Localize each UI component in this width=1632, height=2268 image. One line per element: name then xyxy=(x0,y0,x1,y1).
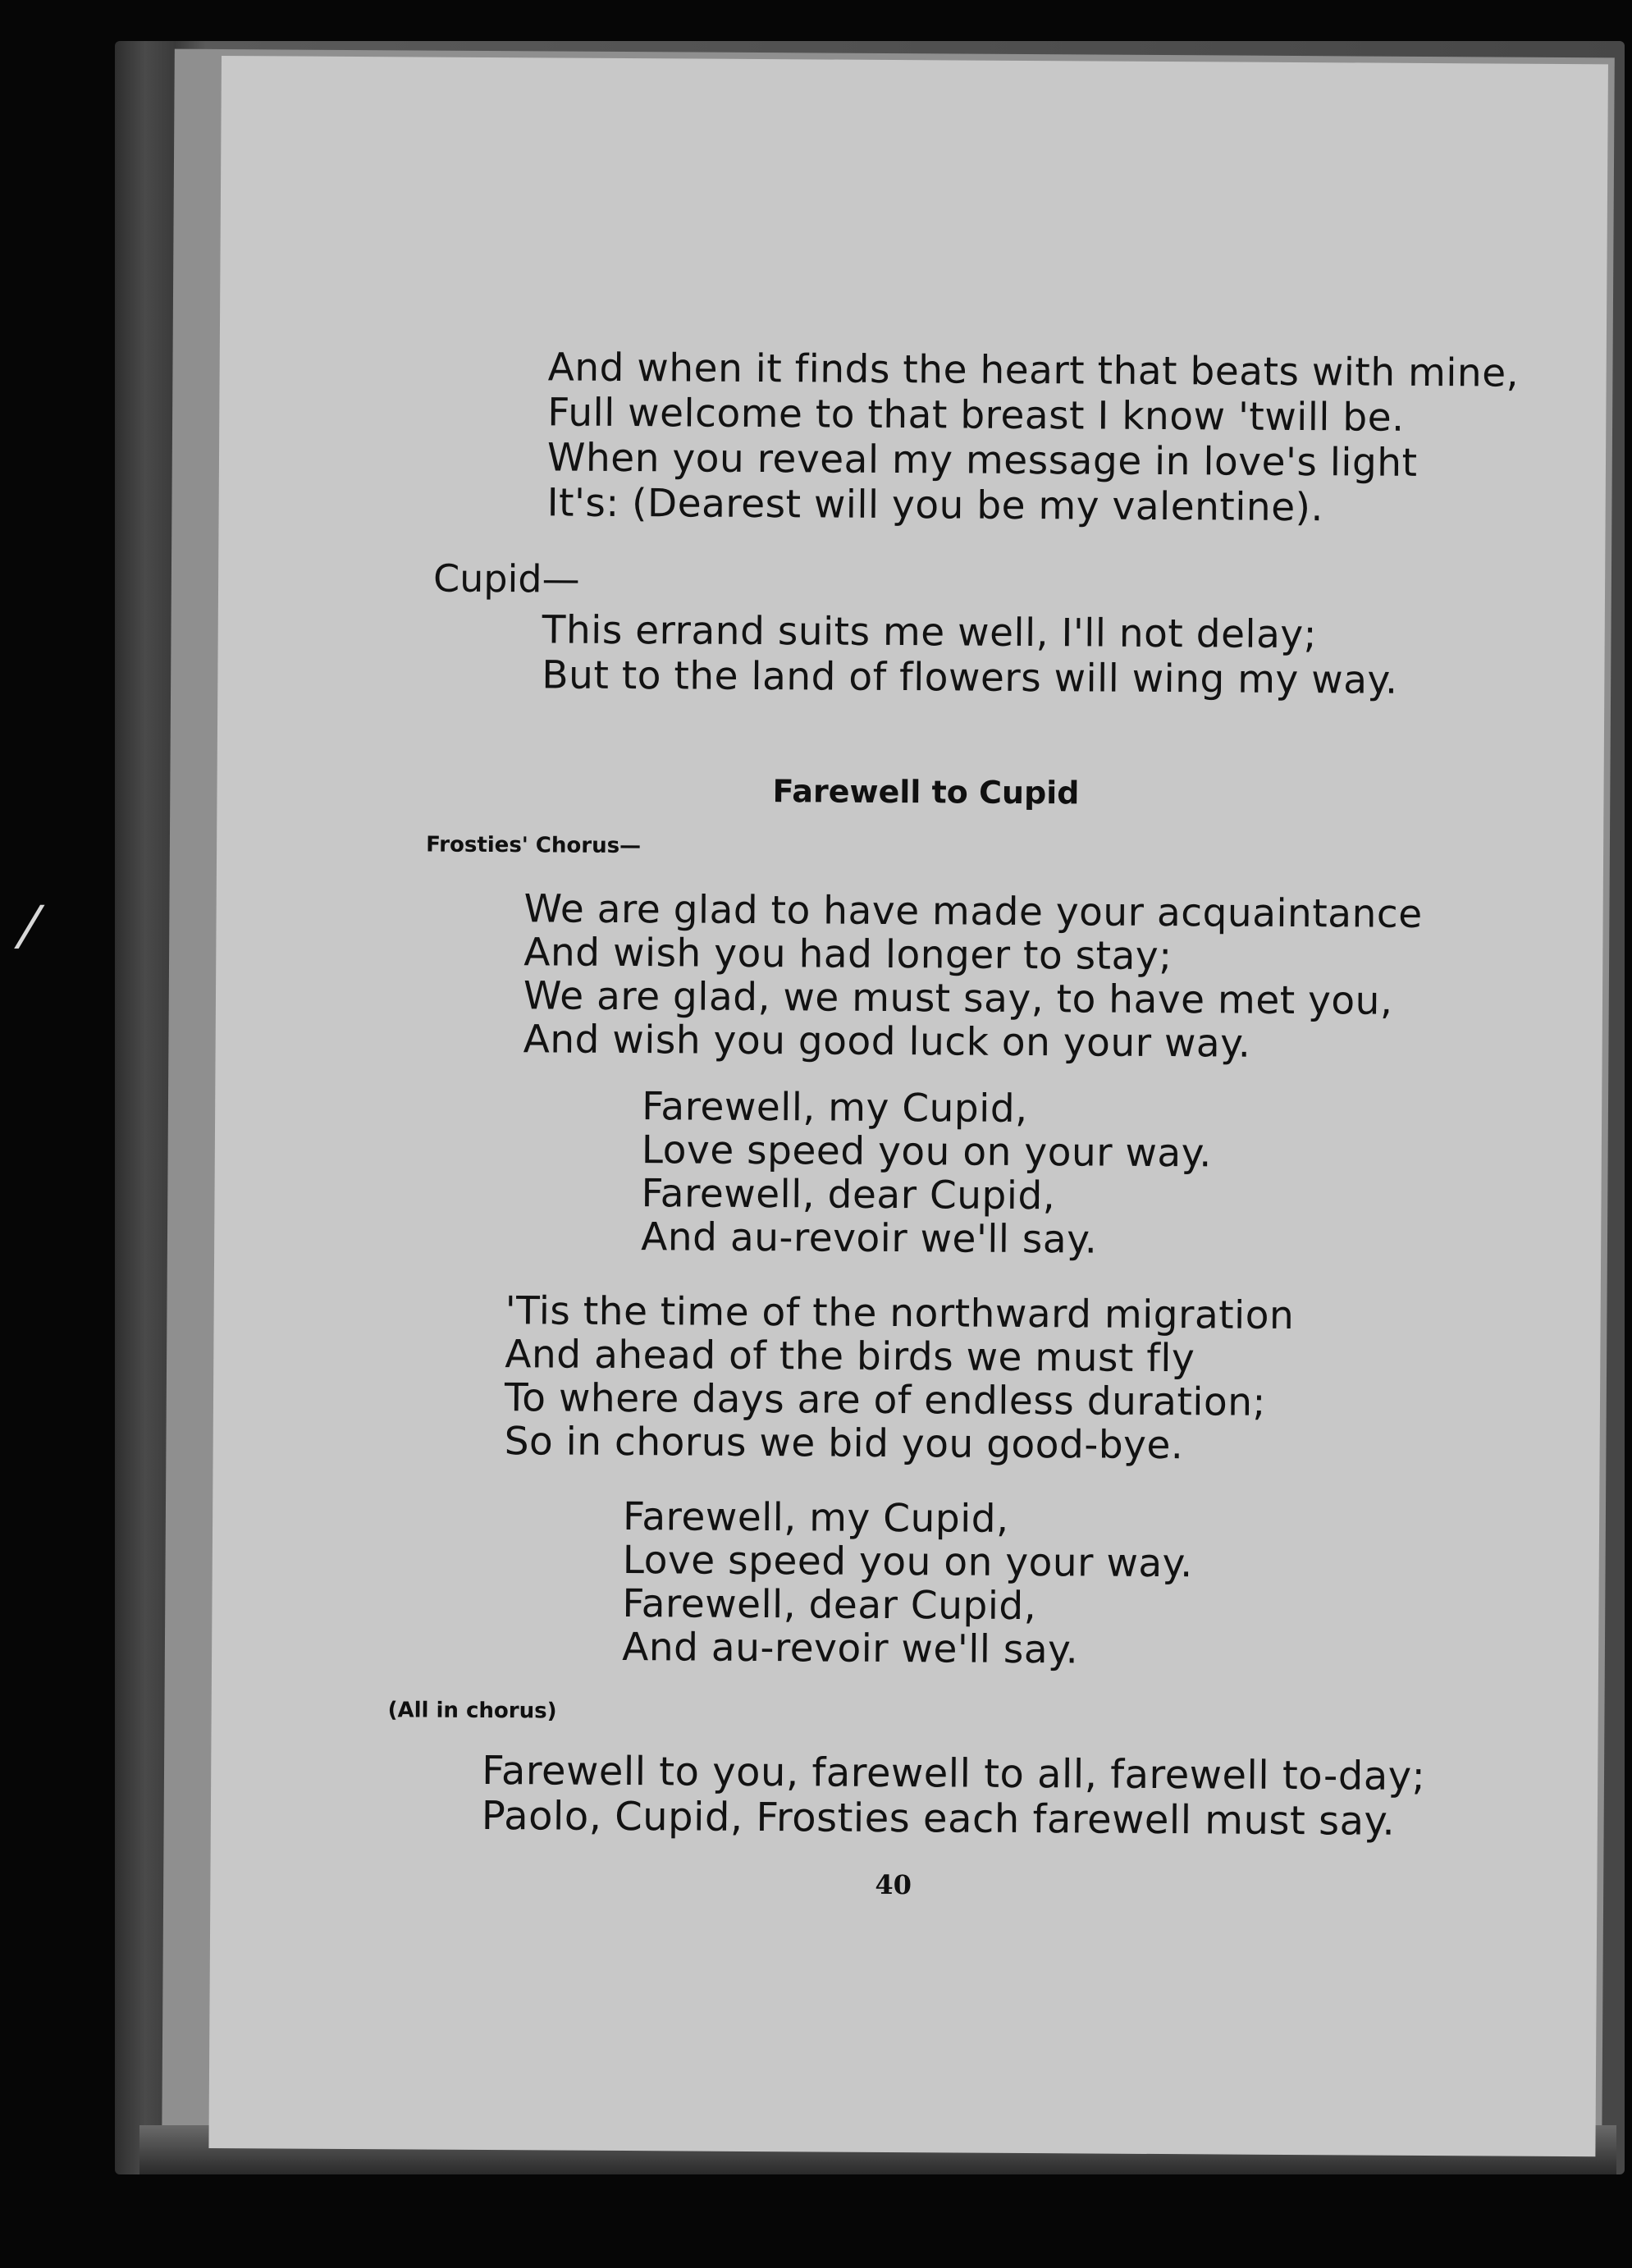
refrain-line: Farewell, dear Cupid, xyxy=(622,1581,1037,1630)
stanza-line: To where days are of endless duration; xyxy=(504,1375,1266,1425)
stanza-line: So in chorus we bid you good-bye. xyxy=(504,1419,1184,1469)
refrain-line: Farewell, my Cupid, xyxy=(622,1494,1009,1542)
scan-artifact-mark: ⁄ xyxy=(25,894,34,962)
refrain-line: And au-revoir we'll say. xyxy=(621,1625,1079,1673)
stanza-line: And ahead of the birds we must fly xyxy=(505,1332,1195,1382)
refrain-line: Farewell, dear Cupid, xyxy=(641,1171,1056,1219)
verse-line: It's: (Dearest will you be my valentine). xyxy=(546,480,1324,531)
verse-line: And when it finds the heart that beats with mine, xyxy=(547,345,1520,396)
stanza-line: And wish you good luck on your way. xyxy=(523,1017,1251,1067)
cupid-line: This errand suits me well, I'll not delay; xyxy=(542,607,1318,658)
refrain-line: And au-revoir we'll say. xyxy=(641,1214,1098,1263)
cupid-line: But to the land of flowers will wing my way. xyxy=(542,652,1398,703)
all-chorus-label: (All in chorus) xyxy=(387,1698,557,1724)
finale-line: Farewell to you, farewell to all, farewell to-day; xyxy=(482,1747,1426,1800)
stanza-line: 'Tis the time of the northward migration xyxy=(505,1288,1295,1339)
finale-line: Paolo, Cupid, Frosties each farewell must say. xyxy=(481,1792,1396,1845)
chorus-label: Frosties' Chorus— xyxy=(426,832,642,859)
stanza-line: And wish you had longer to stay; xyxy=(523,930,1173,980)
page-number: 40 xyxy=(875,1868,912,1901)
stanza-line: We are glad to have made your acquaintance xyxy=(523,886,1423,937)
song-title: Farewell to Cupid xyxy=(772,773,1080,812)
speaker-cupid: Cupid— xyxy=(432,556,580,601)
refrain-line: Farewell, my Cupid, xyxy=(642,1084,1028,1132)
book-page xyxy=(208,56,1608,2156)
refrain-line: Love speed you on your way. xyxy=(641,1127,1212,1177)
verse-line: Full welcome to that breast I know 'twill be. xyxy=(547,390,1405,441)
stanza-line: We are glad, we must say, to have met you, xyxy=(523,973,1393,1024)
refrain-line: Love speed you on your way. xyxy=(622,1538,1193,1587)
verse-line: When you reveal my message in love's light xyxy=(546,435,1418,486)
